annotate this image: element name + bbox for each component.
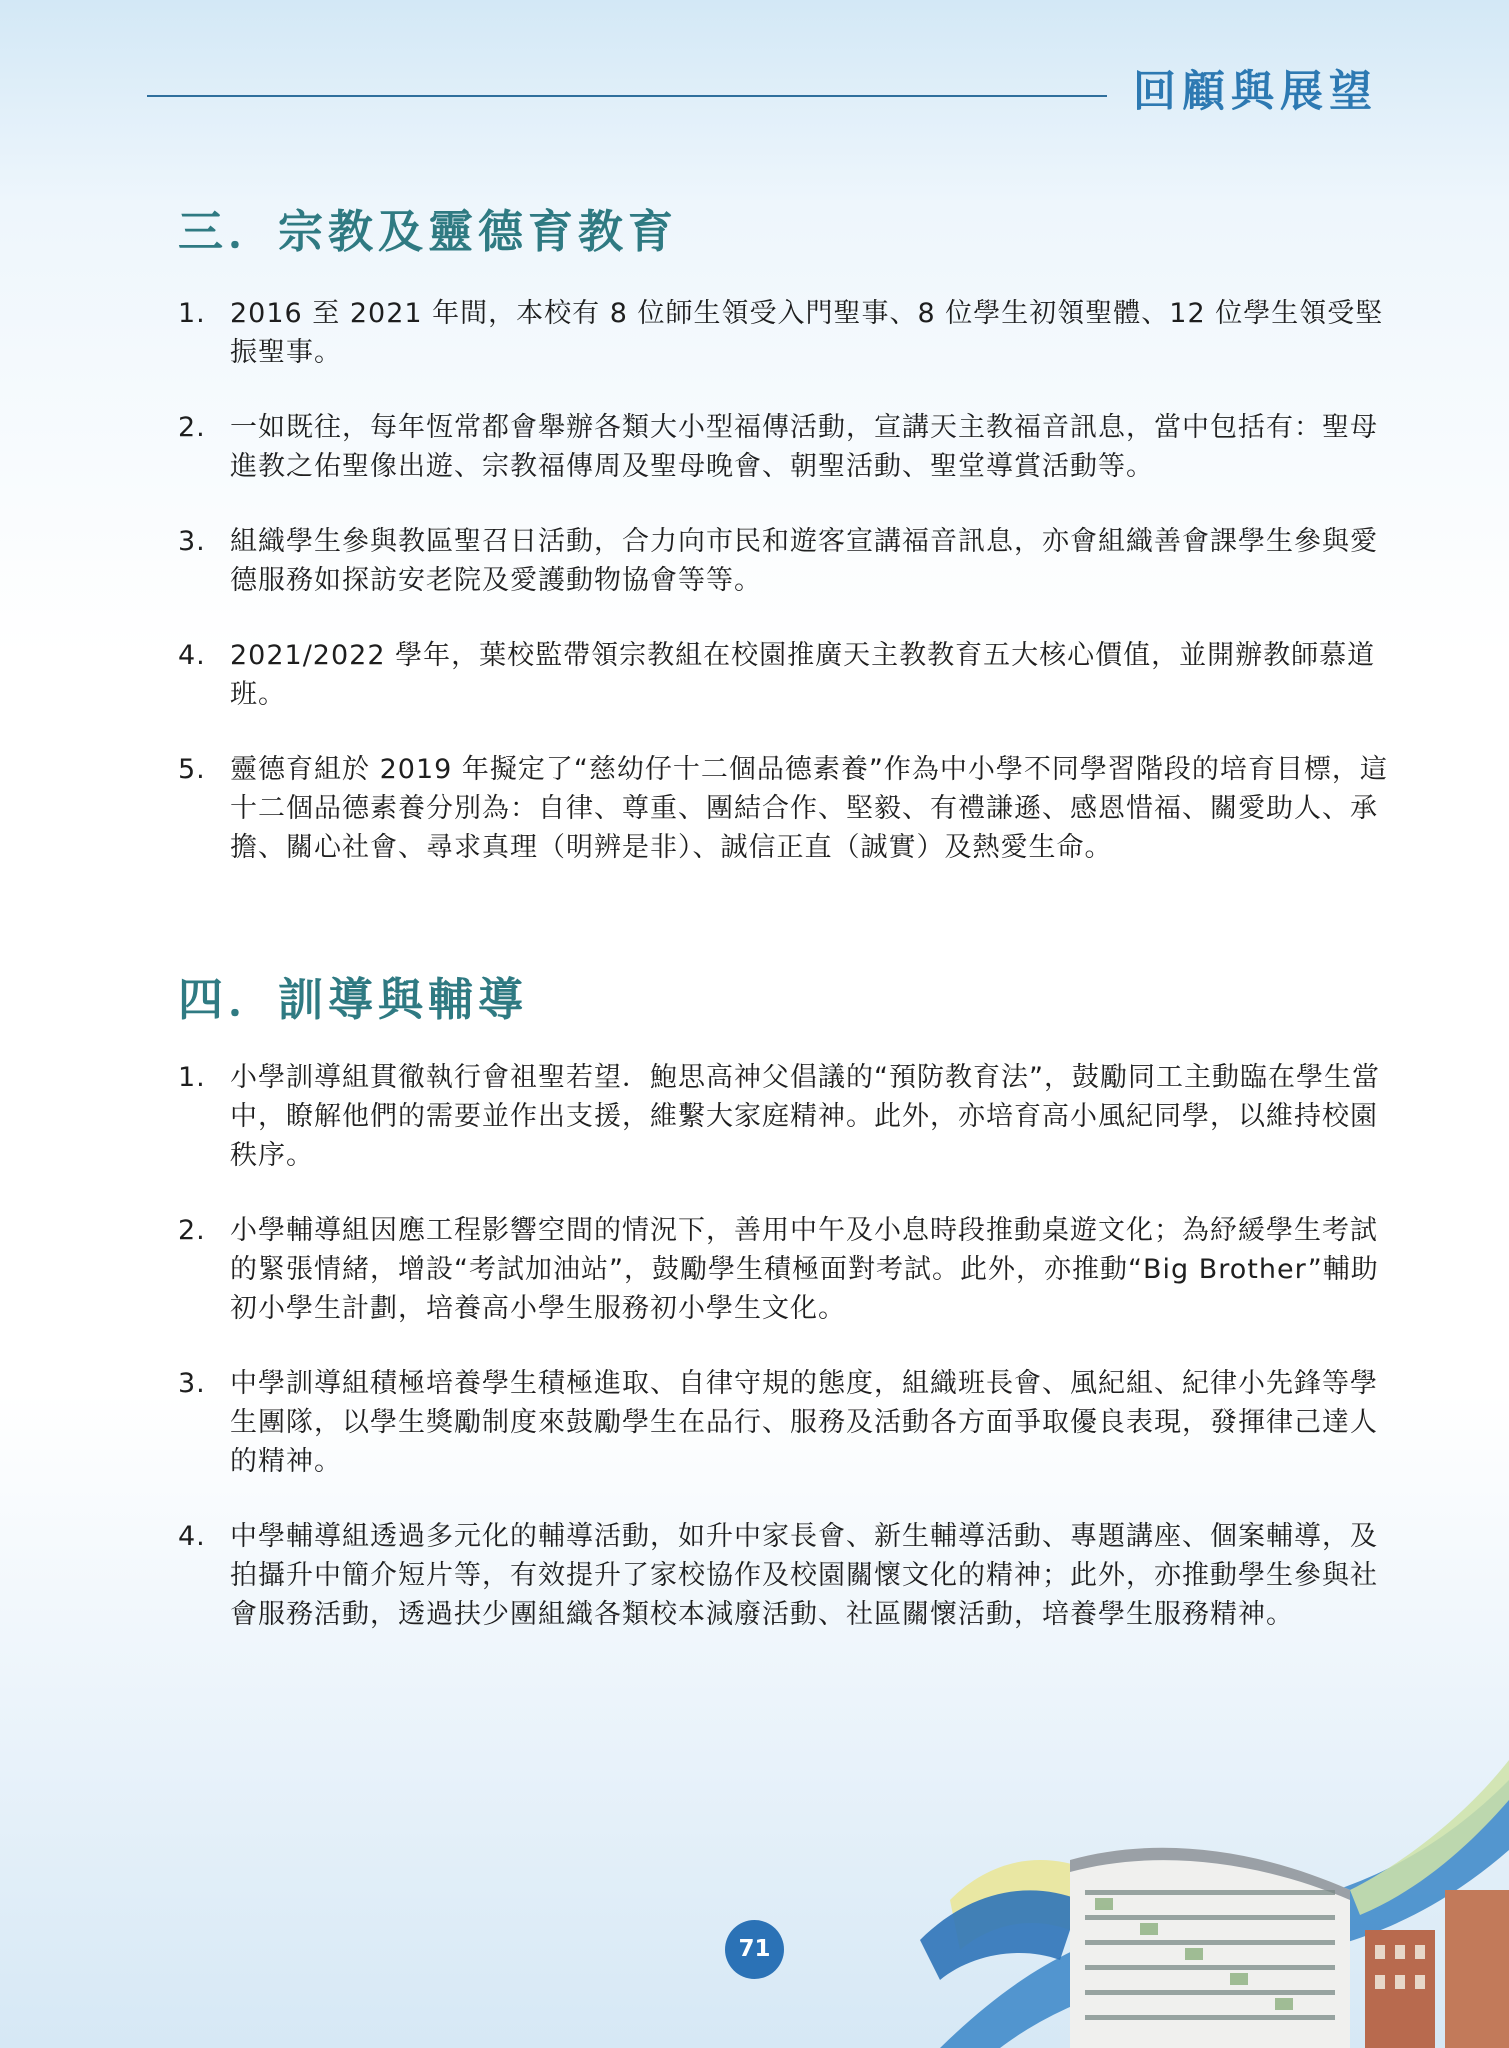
list-item [178,1058,1403,1175]
item-number: 1. [178,298,206,329]
list-item [178,636,1403,714]
item-text: 一如既往，每年恆常都會舉辦各類大小型福傳活動，宣講天主教福音訊息，當中包括有：聖母進教之佑聖像出遊、宗教福傳周及聖母晚會、朝聖活動、聖堂導賞活動等。 [230,412,1378,482]
item-number: 4. [178,640,206,671]
page-header-title: 回顧與展望 [1133,67,1378,117]
list-item [178,750,1403,867]
item-number: 2. [178,1215,206,1246]
item-text: 2016 至 2021 年間，本校有 8 位師生領受入門聖事、8 位學生初領聖體、12 位學生領受堅振聖事。 [230,298,1384,368]
item-text: 組織學生參與教區聖召日活動，合力向市民和遊客宣講福音訊息，亦會組織善會課學生參與愛德服務如探訪安老院及愛護動物協會等等。 [230,526,1378,596]
item-text: 小學訓導組貫徹執行會祖聖若望．鮑思高神父倡議的“預防教育法”，鼓勵同工主動臨在學生當中，瞭解他們的需要並作出支援，維繫大家庭精神。此外，亦培育高小風紀同學，以維持校園秩序。 [230,1062,1380,1171]
item-number: 1. [178,1062,206,1093]
school-building-illustration-icon [880,1740,1509,2048]
section-3-list [178,294,1403,867]
item-number: 5. [178,754,206,785]
item-text: 小學輔導組因應工程影響空間的情況下，善用中午及小息時段推動桌遊文化；為紓緩學生考試的緊張情緒，增設“考試加油站”，鼓勵學生積極面對考試。此外，亦推動“Big Brother”輔助初小學生計劃，培養高小學生服務初小學生文化。 [230,1215,1379,1324]
list-item [178,408,1403,486]
item-text: 中學訓導組積極培養學生積極進取、自律守規的態度，組織班長會、風紀組、紀律小先鋒等學生團隊，以學生獎勵制度來鼓勵學生在品行、服務及活動各方面爭取優良表現，發揮律己達人的精神。 [230,1368,1378,1477]
list-item [178,1364,1403,1481]
section-4-list [178,1058,1403,1634]
item-text: 中學輔導組透過多元化的輔導活動，如升中家長會、新生輔導活動、專題講座、個案輔導，及拍攝升中簡介短片等，有效提升了家校協作及校園關懷文化的精神；此外，亦推動學生參與社會服務活動，透過扶少團組織各類校本減廢活動、社區關懷活動，培養學生服務精神。 [230,1521,1378,1630]
item-number: 2. [178,412,206,443]
section-3-title: 三．宗教及靈德育教育 [178,205,679,258]
item-number: 3. [178,1368,206,1399]
section-4-title: 四．訓導與輔導 [178,973,529,1026]
item-number: 4. [178,1521,206,1552]
list-item [178,1211,1403,1328]
header-rule [147,95,1107,97]
item-text: 2021/2022 學年，葉校監帶領宗教組在校園推廣天主教教育五大核心價值，並開辦教師慕道班。 [230,640,1376,710]
item-number: 3. [178,526,206,557]
list-item [178,1517,1403,1634]
list-item [178,294,1403,372]
item-text: 靈德育組於 2019 年擬定了“慈幼仔十二個品德素養”作為中小學不同學習階段的培育目標，這十二個品德素養分別為：自律、尊重、團結合作、堅毅、有禮謙遜、感恩惜福、關愛助人、承擔、關心社會、尋求真理（明辨是非）、誠信正直（誠實）及熱愛生命。 [230,754,1388,863]
page-number: 71 [725,1920,784,1979]
list-item [178,522,1403,600]
